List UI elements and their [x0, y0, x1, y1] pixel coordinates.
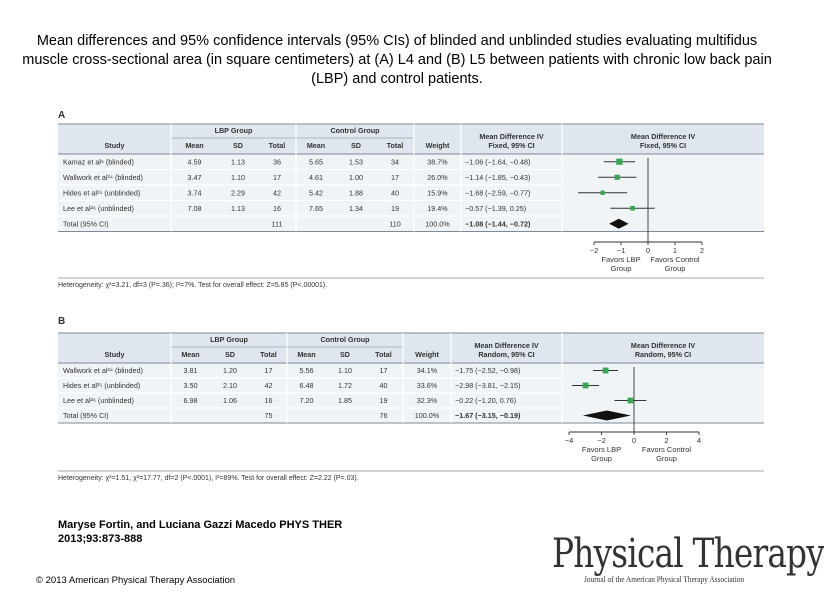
column-header-ci-line2: Random, 95% CI: [478, 350, 535, 359]
cell-lbp-sd: 1.13: [231, 157, 245, 167]
favors-control-line1: Favors Control: [641, 445, 692, 454]
x-tick-label: −4: [564, 436, 574, 445]
cell-weight: 100.0%: [425, 219, 450, 229]
logo-subtitle: Journal of the American Physical Therapy Association: [584, 575, 745, 584]
cell-lbp-mean: 3.50: [183, 381, 198, 390]
study-name: Lee et al²⁶ (unblinded): [63, 396, 134, 405]
heterogeneity-note: Heterogeneity: χ²=1.51, χ²=17.77, df=2 (P<.0001), I²=89%. Test for overall effect: Z=2.22 (P=.03).: [58, 475, 359, 482]
cell-lbp-mean: 3.81: [183, 366, 198, 375]
effect-marker: [603, 368, 609, 374]
cell-ctl-sd: 1.85: [338, 396, 352, 405]
column-header: Mean: [181, 350, 200, 359]
column-header-plot-line2: Random, 95% CI: [634, 350, 692, 359]
cell-weight: 15.9%: [427, 188, 448, 198]
column-header: Study: [104, 141, 125, 150]
column-header-plot-line2: Fixed, 95% CI: [639, 141, 687, 150]
column-header: Total: [260, 350, 277, 359]
cell-ctl-total: 76: [379, 411, 388, 420]
column-header: Mean: [297, 350, 316, 359]
column-header-ci-line1: Mean Difference IV: [479, 132, 544, 141]
x-tick-label: 2: [699, 246, 705, 255]
effect-marker: [600, 191, 604, 195]
cell-ctl-mean: 5.65: [309, 157, 323, 167]
group-header-control: Control Group: [320, 335, 370, 344]
cell-weight: 100.0%: [414, 411, 440, 420]
effect-marker: [583, 383, 589, 389]
panel-label-b: B: [58, 316, 66, 327]
x-tick-label: 1: [672, 246, 678, 255]
cell-lbp-mean: 6.98: [183, 396, 198, 405]
column-header-ci-line2: Fixed, 95% CI: [488, 141, 535, 150]
column-header: Total: [386, 141, 404, 150]
cell-ci: −0.22 (−1.20, 0.76): [455, 396, 517, 405]
cell-ctl-total: 17: [391, 172, 399, 182]
group-header-lbp: LBP Group: [210, 335, 248, 344]
logo-title: Physical Therapy: [552, 531, 824, 577]
cell-ctl-sd: 1.88: [349, 188, 363, 198]
forest-plot-b: [58, 333, 764, 488]
cell-ci: −1.14 (−1.85, −0.43): [465, 172, 531, 182]
cell-ctl-sd: 1.53: [349, 157, 363, 167]
x-tick-label: 0: [645, 246, 651, 255]
panel-label-a: A: [58, 110, 66, 121]
cell-ctl-total: 110: [389, 219, 401, 229]
cell-lbp-sd: 2.10: [223, 381, 237, 390]
x-tick-label: 0: [631, 436, 637, 445]
column-header: SD: [225, 350, 235, 359]
column-header-plot-line1: Mean Difference IV: [630, 132, 696, 141]
citation: [58, 518, 342, 546]
cell-lbp-sd: 2.29: [231, 188, 245, 198]
study-name: Kamaz et al⁶ (blinded): [63, 157, 134, 167]
cell-ci: −1.68 (−2.59, −0.77): [465, 188, 531, 198]
x-tick-label: −2: [589, 246, 599, 255]
favors-control-line1: Favors Control: [650, 255, 700, 264]
favors-lbp-line1: Favors LBP: [601, 255, 641, 264]
cell-ctl-mean: 6.48: [299, 381, 314, 390]
copyright-notice: © 2013 American Physical Therapy Association: [36, 575, 236, 586]
column-header: SD: [340, 350, 350, 359]
cell-lbp-total: 36: [273, 157, 281, 167]
cell-ctl-mean: 4.61: [309, 172, 323, 182]
favors-lbp-line2: Group: [610, 264, 632, 273]
cell-lbp-sd: 1.20: [223, 366, 237, 375]
cell-lbp-mean: 7.08: [187, 203, 202, 213]
column-header: Total: [268, 141, 286, 150]
x-tick-label: 4: [696, 436, 702, 445]
cell-ctl-total: 40: [391, 188, 399, 198]
cell-weight: 33.6%: [416, 381, 438, 390]
cell-ctl-sd: 1.34: [349, 203, 363, 213]
cell-weight: 19.4%: [427, 203, 448, 213]
forest-plot-a-svg: [58, 124, 764, 294]
cell-weight: 38.7%: [427, 157, 448, 167]
forest-plot-b-svg: [58, 333, 764, 488]
effect-marker: [630, 206, 635, 211]
cell-lbp-mean: 4.59: [187, 157, 202, 167]
cell-ctl-sd: 1.00: [349, 172, 363, 182]
cell-ci: −0.57 (−1.39, 0.25): [465, 203, 527, 213]
column-header: Weight: [425, 141, 450, 150]
study-name: Lee et al²⁶ (unblinded): [63, 203, 134, 213]
figure-title: Mean differences and 95% confidence intervals (95% CIs) of blinded and unblinded studies evaluating multifidus muscle cross-sectional area (in square centimeters) at (A) L4 and (B) L5 between patients with chronic low back pain (LBP) and control patients.: [22, 33, 772, 87]
column-header: SD: [351, 141, 361, 150]
column-header: Weight: [415, 350, 439, 359]
cell-ci: −1.75 (−2.52, −0.98): [455, 366, 521, 375]
x-tick-label: −1: [616, 246, 626, 255]
total-label: Total (95% CI): [63, 411, 109, 420]
cell-lbp-mean: 3.47: [187, 172, 202, 182]
cell-lbp-total: 16: [273, 203, 281, 213]
x-tick-label: 2: [664, 436, 669, 445]
citation-line-2: 2013;93:873-888: [58, 533, 143, 545]
favors-lbp-line1: Favors LBP: [581, 445, 622, 454]
cell-ctl-sd: 1.10: [338, 366, 352, 375]
cell-weight: 26.0%: [427, 172, 448, 182]
cell-lbp-sd: 1.06: [223, 396, 237, 405]
effect-marker: [615, 175, 620, 180]
study-name: Wallwork et al²⁴ (blinded): [63, 366, 143, 375]
heterogeneity-note: Heterogeneity: χ²=3.21, df=3 (P=.36); I²=7%. Test for overall effect: Z=5.85 (P<.00001).: [58, 282, 328, 289]
cell-ci: −1.67 (−3.15, −0.19): [455, 411, 521, 420]
cell-ctl-mean: 5.42: [309, 188, 323, 198]
table-body-bg: [58, 154, 764, 232]
cell-ci: −1.06 (−1.64, −0.48): [465, 157, 531, 167]
cell-lbp-total: 17: [264, 366, 273, 375]
cell-weight: 34.1%: [416, 366, 438, 375]
column-header-plot-line1: Mean Difference IV: [630, 341, 696, 350]
cell-ctl-sd: 1.72: [338, 381, 352, 390]
column-header: Total: [375, 350, 392, 359]
cell-ctl-total: 40: [379, 381, 388, 390]
cell-lbp-total: 111: [271, 219, 283, 229]
journal-logo: [552, 531, 824, 588]
group-header-lbp: LBP Group: [214, 126, 253, 135]
column-header: Study: [104, 350, 125, 359]
cell-lbp-mean: 3.74: [187, 188, 202, 198]
favors-lbp-line2: Group: [591, 454, 612, 463]
forest-plot-a: [58, 124, 764, 294]
total-label: Total (95% CI): [63, 219, 109, 229]
favors-control-line2: Group: [656, 454, 677, 463]
cell-ci: −2.98 (−3.81, −2.15): [455, 381, 521, 390]
cell-ctl-total: 34: [391, 157, 399, 167]
cell-ctl-mean: 5.56: [299, 366, 314, 375]
cell-weight: 32.3%: [416, 396, 438, 405]
effect-marker: [628, 398, 634, 404]
column-header: Mean: [306, 141, 326, 150]
favors-control-line2: Group: [664, 264, 686, 273]
cell-ctl-mean: 7.65: [309, 203, 323, 213]
cell-ctl-mean: 7.20: [299, 396, 314, 405]
cell-lbp-total: 42: [264, 381, 273, 390]
effect-marker: [616, 159, 622, 165]
citation-line-1: Maryse Fortin, and Luciana Gazzi Macedo PHYS THER: [58, 519, 343, 531]
column-header: Mean: [185, 141, 204, 150]
cell-lbp-sd: 1.13: [231, 203, 245, 213]
cell-ctl-total: 19: [379, 396, 388, 405]
cell-lbp-total: 42: [273, 188, 281, 198]
cell-ci: −1.08 (−1.44, −0.72): [465, 219, 531, 229]
cell-lbp-total: 16: [264, 396, 273, 405]
x-tick-label: −2: [597, 436, 606, 445]
column-header-ci-line1: Mean Difference IV: [474, 341, 539, 350]
cell-lbp-sd: 1.10: [231, 172, 245, 182]
column-header: SD: [233, 141, 243, 150]
cell-lbp-total: 75: [264, 411, 273, 420]
study-name: Wallwork et al²⁴ (blinded): [63, 172, 143, 182]
study-name: Hides et al²⁵ (unblinded): [63, 188, 141, 198]
cell-lbp-total: 17: [273, 172, 281, 182]
group-header-control: Control Group: [330, 126, 380, 135]
study-name: Hides et al²⁵ (unblinded): [63, 381, 141, 390]
cell-ctl-total: 19: [391, 203, 399, 213]
cell-ctl-total: 17: [379, 366, 388, 375]
